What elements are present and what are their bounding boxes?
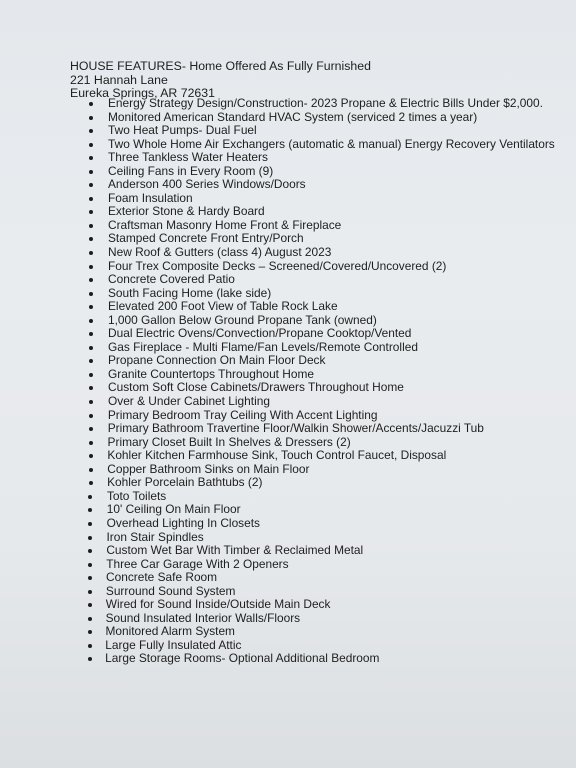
address-city-state-zip: Eureka Springs, AR 72631 xyxy=(70,86,215,101)
bullet-icon xyxy=(89,224,93,228)
bullet-icon xyxy=(89,251,93,255)
bullet-icon xyxy=(89,265,93,269)
feature-text: Overhead Lighting In Closets xyxy=(106,515,260,530)
bullet-icon xyxy=(89,183,93,187)
bullet-icon xyxy=(89,210,93,214)
feature-text: Anderson 400 Series Windows/Doors xyxy=(108,177,306,192)
bullet-icon xyxy=(88,508,92,512)
feature-text: Three Tankless Water Heaters xyxy=(108,150,268,165)
feature-text: 10' Ceiling On Main Floor xyxy=(106,502,241,517)
feature-text: Two Heat Pumps- Dual Fuel xyxy=(108,123,257,138)
bullet-icon xyxy=(89,156,93,160)
feature-text: Monitored Alarm System xyxy=(105,624,235,639)
bullet-icon xyxy=(89,197,93,201)
bullet-icon xyxy=(88,576,92,580)
bullet-icon xyxy=(89,373,93,377)
bullet-icon xyxy=(88,590,92,594)
bullet-icon xyxy=(89,292,93,296)
document-header xyxy=(70,60,371,101)
bullet-icon xyxy=(89,102,93,106)
document-title: HOUSE FEATURES- Home Offered As Fully Furnished xyxy=(70,59,371,73)
feature-text: Custom Soft Close Cabinets/Drawers Throughout Home xyxy=(108,380,404,395)
feature-text: Concrete Covered Patio xyxy=(108,272,235,287)
address-street: 221 Hannah Lane xyxy=(70,72,168,87)
bullet-icon xyxy=(89,441,93,445)
feature-text: Kohler Porcelain Bathtubs (2) xyxy=(107,475,263,490)
feature-text: Granite Countertops Throughout Home xyxy=(108,366,315,381)
bullet-icon xyxy=(89,116,93,120)
feature-text: Stamped Concrete Front Entry/Porch xyxy=(108,231,304,246)
feature-text: New Roof & Gutters (class 4) August 2023 xyxy=(108,245,332,260)
feature-text: Primary Bathroom Travertine Floor/Walkin Shower/Accents/Jacuzzi Tub xyxy=(107,421,484,436)
feature-text: Four Trex Composite Decks – Screened/Covered/Uncovered (2) xyxy=(108,258,447,273)
feature-text: Wired for Sound Inside/Outside Main Deck xyxy=(105,597,331,612)
bullet-icon xyxy=(89,278,93,282)
bullet-icon xyxy=(89,237,93,241)
bullet-icon xyxy=(88,536,92,540)
bullet-icon xyxy=(88,657,92,661)
bullet-icon xyxy=(89,359,93,363)
bullet-icon xyxy=(89,319,93,323)
bullet-icon xyxy=(89,305,93,309)
feature-text: Monitored American Standard HVAC System (serviced 2 times a year) xyxy=(108,109,478,124)
feature-text: Primary Bedroom Tray Ceiling With Accent Lighting xyxy=(107,407,378,422)
bullet-icon xyxy=(89,400,93,404)
bullet-icon xyxy=(89,454,93,458)
feature-text: Sound Insulated Interior Walls/Floors xyxy=(105,610,301,625)
feature-text: Kohler Kitchen Farmhouse Sink, Touch Control Faucet, Disposal xyxy=(107,448,447,463)
bullet-icon xyxy=(88,495,92,499)
bullet-icon xyxy=(88,617,92,621)
feature-text: Concrete Safe Room xyxy=(106,570,218,585)
bullet-icon xyxy=(88,549,92,553)
feature-text: Large Storage Rooms- Optional Additional Bedroom xyxy=(105,651,380,666)
feature-text: Gas Fireplace - Multi Flame/Fan Levels/Remote Controlled xyxy=(108,339,418,354)
feature-text: Over & Under Cabinet Lighting xyxy=(108,394,270,409)
feature-text: Propane Connection On Main Floor Deck xyxy=(108,353,326,368)
bullet-icon xyxy=(88,630,92,634)
feature-text: Craftsman Masonry Home Front & Fireplace xyxy=(108,217,342,232)
bullet-icon xyxy=(89,143,93,147)
feature-text: Surround Sound System xyxy=(105,583,236,598)
feature-text: Exterior Stone & Hardy Board xyxy=(108,204,265,219)
bullet-icon xyxy=(89,427,93,431)
feature-text: Two Whole Home Air Exchangers (automatic & manual) Energy Recovery Ventilators xyxy=(108,136,555,151)
feature-text: Copper Bathroom Sinks on Main Floor xyxy=(107,461,310,476)
bullet-icon xyxy=(88,563,92,567)
bullet-icon xyxy=(89,129,93,133)
bullet-icon xyxy=(89,170,93,174)
bullet-icon xyxy=(88,644,92,648)
feature-text: 1,000 Gallon Below Ground Propane Tank (owned) xyxy=(108,312,377,327)
bullet-icon xyxy=(88,522,92,526)
feature-text: Custom Wet Bar With Timber & Reclaimed Metal xyxy=(106,543,364,558)
bullet-icon xyxy=(89,468,93,472)
feature-text: Three Car Garage With 2 Openers xyxy=(106,556,289,571)
feature-text: Dual Electric Ovens/Convection/Propane Cooktop/Vented xyxy=(108,326,412,341)
bullet-icon xyxy=(89,332,93,336)
feature-text: Toto Toilets xyxy=(106,488,167,503)
bullet-icon xyxy=(89,346,93,350)
bullet-icon xyxy=(89,386,93,390)
feature-text: Elevated 200 Foot View of Table Rock Lake xyxy=(108,299,338,314)
bullet-icon xyxy=(88,603,92,607)
bullet-icon xyxy=(89,481,93,485)
feature-text: Energy Strategy Design/Construction- 2023 Propane & Electric Bills Under $2,000. xyxy=(108,96,543,110)
bullet-icon xyxy=(89,414,93,418)
feature-text: South Facing Home (lake side) xyxy=(108,285,272,300)
feature-text: Large Fully Insulated Attic xyxy=(105,637,242,652)
feature-text: Iron Stair Spindles xyxy=(106,529,204,544)
feature-text: Primary Closet Built In Shelves & Dressers (2) xyxy=(107,434,351,449)
feature-text: Foam Insulation xyxy=(108,190,193,205)
feature-text: Ceiling Fans in Every Room (9) xyxy=(108,163,274,178)
